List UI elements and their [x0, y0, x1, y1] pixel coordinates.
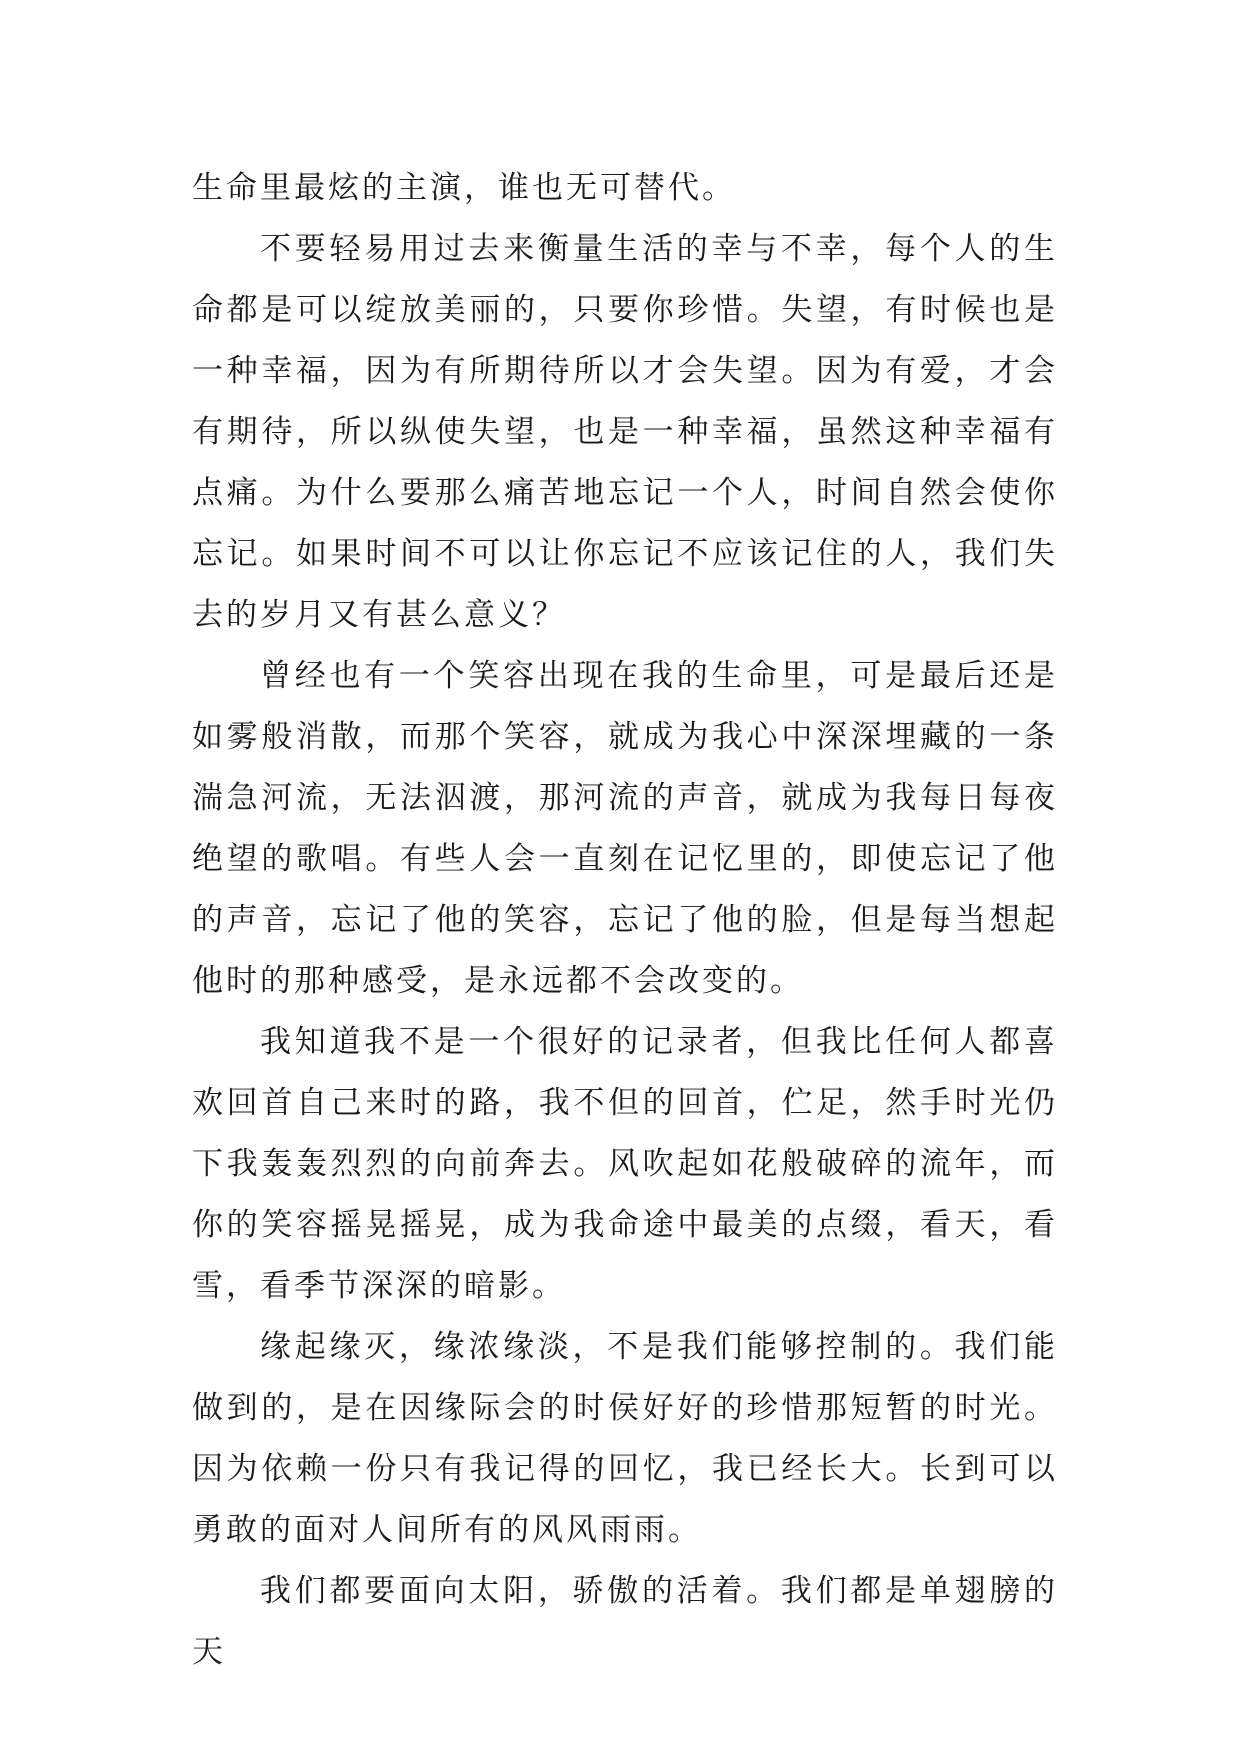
paragraph: 缘起缘灭，缘浓缘淡，不是我们能够控制的。我们能做到的，是在因缘际会的时侯好好的珍惜那短暂的时光。因为依赖一份只有我记得的回忆，我已经长大。长到可以勇敢的面对人间所有的风风雨雨。	[192, 1329, 1058, 1548]
paragraph: 曾经也有一个笑容出现在我的生命里，可是最后还是如雾般消散，而那个笑容，就成为我心中深深埋藏的一条湍急河流，无法泅渡，那河流的声音，就成为我每日每夜绝望的歌唱。有些人会一直刻在记忆里的，即使忘记了他的声音，忘记了他的笑容，忘记了他的脸，但是每当想起他时的那种感受，是永远都不会改变的。	[192, 658, 1058, 999]
paragraph: 我知道我不是一个很好的记录者，但我比任何人都喜欢回首自己来时的路，我不但的回首，伫足，然手时光仍下我轰轰烈烈的向前奔去。风吹起如花般破碎的流年，而你的笑容摇晃摇晃，成为我命途中最美的点缀，看天，看雪，看季节深深的暗影。	[192, 1024, 1058, 1304]
paragraph: 不要轻易用过去来衡量生活的幸与不幸，每个人的生命都是可以绽放美丽的，只要你珍惜。失望，有时候也是一种幸福，因为有所期待所以才会失望。因为有爱，才会有期待，所以纵使失望，也是一种幸福，虽然这种幸福有点痛。为什么要那么痛苦地忘记一个人，时间自然会使你忘记。如果时间不可以让你忘记不应该记住的人，我们失去的岁月又有甚么意义？	[192, 231, 1058, 633]
paragraph: 我们都要面向太阳，骄傲的活着。我们都是单翅膀的天	[192, 1573, 1058, 1670]
document-body	[192, 158, 1058, 1683]
paragraph-continued: 生命里最炫的主演，谁也无可替代。	[192, 170, 736, 206]
